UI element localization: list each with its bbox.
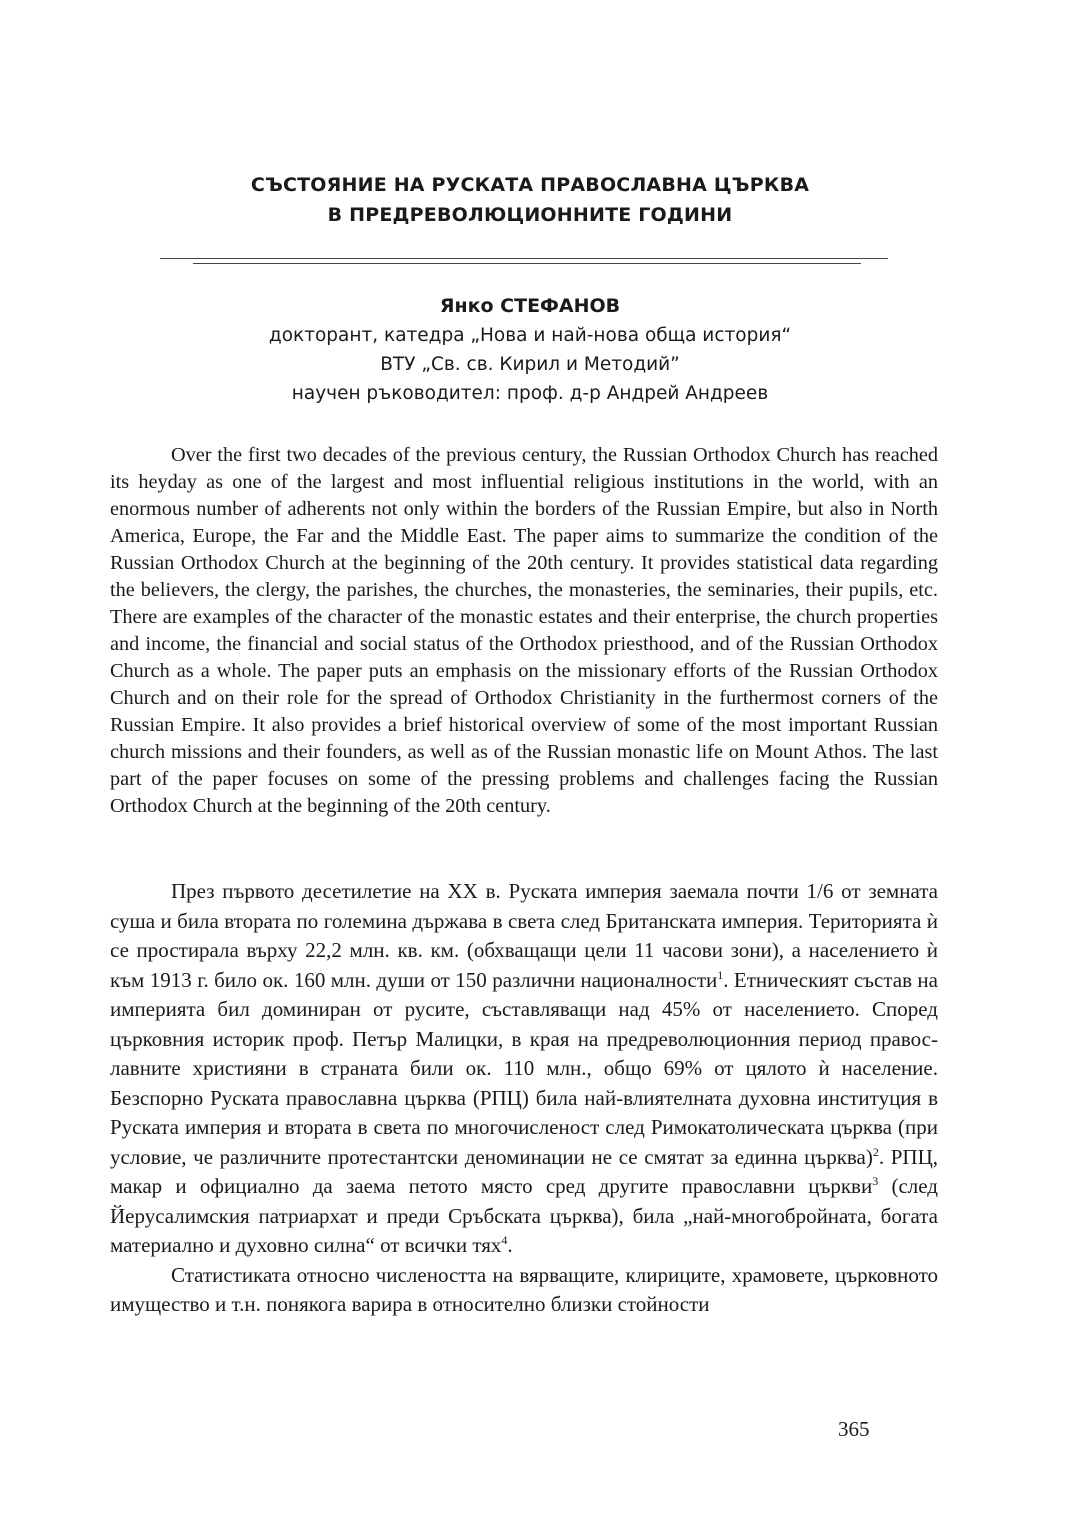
body-paragraph-2: Статистиката относно числеността на вярващите, клириците, храмовете, църковното имущество и т.н. понякога варира в относително близки стойности	[110, 1262, 938, 1316]
author-supervisor: научен ръководител: проф. д-р Андрей Андреев	[291, 383, 769, 404]
body-p1-part-c: . РПЦ, макар и официално да заема петото място сред другите православни църкви	[110, 1144, 938, 1198]
title-line-1: СЪСТОЯНИЕ НА РУСКАТА ПРАВОСЛАВНА ЦЪРКВА	[250, 174, 810, 196]
body-p1-part-b: . Етническият състав на империята бил доминиран от русите, съставляващи над 45% от населението. Според църковния историк проф. Петър Малицки, в края на предреволюционния период православните християни в страната били ок. 110 млн., общо 69% от цялото ѝ население. Безспорно Руската православна църква (РПЦ) била най-влиятелната духовна институция в Руската империя и втората в света по многочисленост след Римокатолическата църква (при условие, че различните протестантски деноминации не се смятат за единна църква)	[110, 967, 938, 1169]
footnote-ref-4[interactable]: 4	[501, 1233, 508, 1247]
title-rule-bottom	[193, 263, 861, 264]
abstract	[110, 442, 938, 820]
author-block	[160, 291, 900, 408]
title-rule-top	[160, 258, 888, 259]
body-p1-part-a: През първото десетилетие на ХХ в. Руската империя заемала почти 1/6 от земната суша и била втората по големина държава в света след Британската империя. Територията ѝ се простирала върху 22,2 млн. кв. км. (обхващащи цели 11 часови зони), а населението ѝ към 1913 г. било ок. 160 млн. души от 150 различни националности	[110, 879, 938, 992]
footnote-ref-3[interactable]: 3	[872, 1174, 879, 1188]
author-name: Янко СТЕФАНОВ	[439, 295, 621, 317]
body-p1-part-e: .	[507, 1233, 513, 1257]
abstract-text: Over the first two decades of the previous century, the Russian Orthodox Church has reached its heyday as one of the largest and most influential religious institutions in the world, with an enormous number of adherents not only within the borders of the Russian Empire, but also in North America, Europe, the Far and the Middle East. The paper aims to summarize the condition of the Russian Orthodox Church at the beginning of the 20th century. It provides statistical data regarding the believers, the clergy, the parishes, the churches, the monasteries, the seminaries, their pupils, etc. There are examples of the character of the monastic estates and their enterprise, the church properties and income, the financial and social status of the Orthodox priesthood, and of the Russian Orthodox Church as a whole. The paper puts an emphasis on the missionary efforts of the Russian Orthodox Church and on their role for the spread of Orthodox Christianity in the furthermost corners of the Russian Empire. It also provides a brief historical overview of some of the most important Russian church missions and their founders, as well as of the Russian monastic life on Mount Athos. The last part of the paper focuses on some of the pressing problems and challenges facing the Russian Orthodox Church at the beginning of the 20th century.	[110, 444, 938, 817]
author-university: ВТУ „Св. св. Кирил и Методий”	[380, 354, 680, 375]
footnote-ref-1[interactable]: 1	[717, 967, 724, 982]
article-title	[160, 170, 900, 230]
body-text	[110, 877, 938, 1320]
page-number: 365	[838, 1417, 870, 1441]
title-line-2: В ПРЕДРЕВОЛЮЦИОННИТЕ ГОДИНИ	[327, 204, 733, 226]
author-position: докторант, катедра „Нова и най-нова обща история“	[268, 325, 792, 346]
footnote-ref-2[interactable]: 2	[872, 1144, 879, 1159]
body-paragraph-1	[110, 877, 938, 1261]
body-p1-part-d: (след Йерусалимския патриархат и преди Сръбската църква), била „най-многобройната, богата материално и духовно силна“ от всички тях	[110, 1174, 938, 1257]
